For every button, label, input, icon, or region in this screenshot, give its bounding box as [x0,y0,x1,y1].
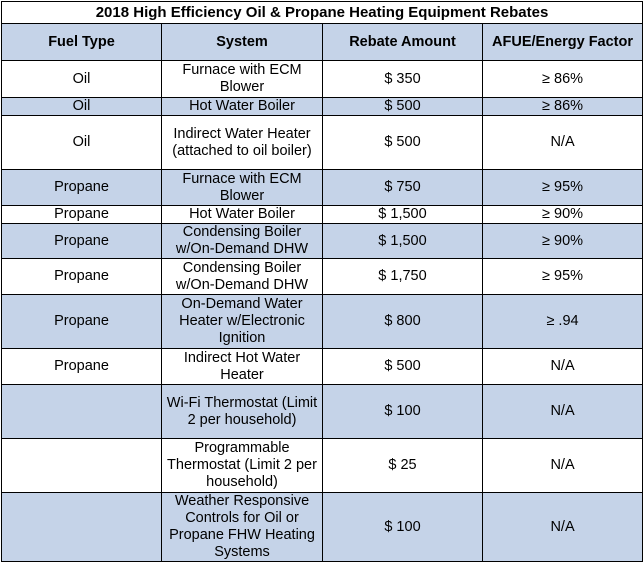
table-row [2,224,643,259]
header-row [2,24,643,61]
header-rebate-amount: Rebate Amount [323,24,483,61]
fuel-cell: Propane [2,170,162,206]
system-cell: Condensing Boiler w/On-Demand DHW [162,259,323,295]
rebate-cell: $ 25 [323,439,483,493]
rebate-cell: $ 350 [323,61,483,98]
system-cell: On-Demand Water Heater w/Electronic Ignition [162,295,323,349]
afue-cell: N/A [483,116,643,170]
afue-cell: N/A [483,349,643,385]
afue-cell: ≥ 86% [483,61,643,98]
fuel-cell: Propane [2,224,162,259]
fuel-cell: Propane [2,259,162,295]
afue-cell: N/A [483,493,643,562]
table-row [2,116,643,170]
rebate-cell: $ 500 [323,98,483,116]
system-cell: Furnace with ECM Blower [162,61,323,98]
rebate-table [1,1,643,562]
fuel-cell [2,439,162,493]
rebate-cell: $ 500 [323,116,483,170]
header-system: System [162,24,323,61]
fuel-cell: Oil [2,98,162,116]
system-cell: Condensing Boiler w/On-Demand DHW [162,224,323,259]
system-cell: Weather Responsive Controls for Oil or Propane FHW Heating Systems [162,493,323,562]
afue-cell: ≥ 90% [483,224,643,259]
afue-cell: N/A [483,439,643,493]
table-row [2,385,643,439]
rebate-table-container [1,1,643,562]
rebate-cell: $ 1,750 [323,259,483,295]
rebate-cell: $ 100 [323,385,483,439]
table-row [2,295,643,349]
fuel-cell: Propane [2,349,162,385]
system-cell: Programmable Thermostat (Limit 2 per household) [162,439,323,493]
rebate-cell: $ 750 [323,170,483,206]
table-row [2,98,643,116]
header-afue: AFUE/Energy Factor [483,24,643,61]
rebate-cell: $ 100 [323,493,483,562]
header-fuel-type: Fuel Type [2,24,162,61]
rebate-cell: $ 1,500 [323,224,483,259]
table-row [2,259,643,295]
table-row [2,170,643,206]
afue-cell: ≥ .94 [483,295,643,349]
system-cell: Hot Water Boiler [162,206,323,224]
table-title-row [2,2,643,24]
fuel-cell: Propane [2,206,162,224]
system-cell: Indirect Water Heater (attached to oil boiler) [162,116,323,170]
table-row [2,61,643,98]
table-title: 2018 High Efficiency Oil & Propane Heating Equipment Rebates [2,2,643,24]
rebate-cell: $ 1,500 [323,206,483,224]
table-row [2,206,643,224]
system-cell: Wi-Fi Thermostat (Limit 2 per household) [162,385,323,439]
fuel-cell: Oil [2,116,162,170]
table-row [2,439,643,493]
fuel-cell [2,385,162,439]
afue-cell: N/A [483,385,643,439]
table-row [2,349,643,385]
fuel-cell: Oil [2,61,162,98]
fuel-cell [2,493,162,562]
system-cell: Furnace with ECM Blower [162,170,323,206]
afue-cell: ≥ 86% [483,98,643,116]
afue-cell: ≥ 90% [483,206,643,224]
rebate-cell: $ 800 [323,295,483,349]
rebate-cell: $ 500 [323,349,483,385]
table-row [2,493,643,562]
system-cell: Indirect Hot Water Heater [162,349,323,385]
afue-cell: ≥ 95% [483,170,643,206]
fuel-cell: Propane [2,295,162,349]
system-cell: Hot Water Boiler [162,98,323,116]
afue-cell: ≥ 95% [483,259,643,295]
